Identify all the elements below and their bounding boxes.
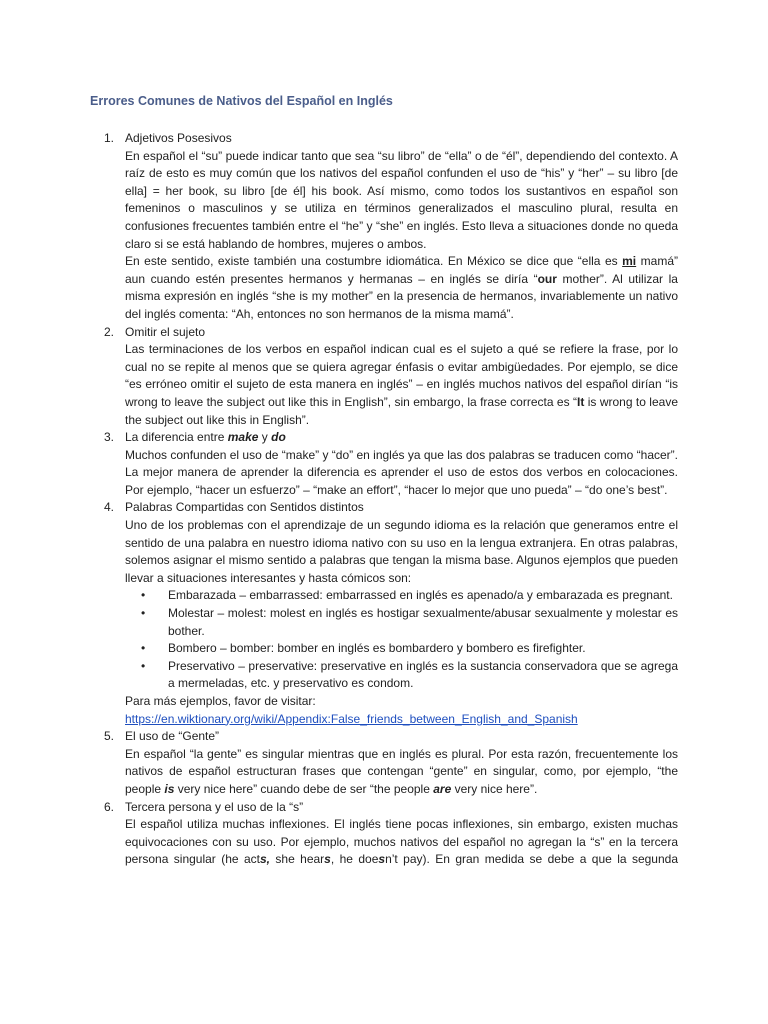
bullet-item: • Embarazada – embarrassed: embarrassed en inglés es apenado/a y embarazada es pregnant. [168, 587, 678, 605]
item-paragraph: En este sentido, existe también una costumbre idiomática. En México se dice que “ella es mi mamá” aun cuando estén presentes hermanos y hermanas – en inglés se diría “our mother”. Al utilizar la misma expresión en inglés “she is my mother” en la presencia de hermanos, invariablemente un nativo del inglés comenta: “Ah, entonces no son hermanos de la misma mamá”. [125, 254, 678, 321]
bullet-item: • Preservativo – preservative: preservative en inglés es la sustancia conservadora que se agrega a mermeladas, etc. y preservativo es condom. [141, 658, 678, 691]
item-number: 1. [104, 131, 115, 145]
item-number: 5. [104, 729, 115, 744]
bullet-icon: • [141, 658, 146, 673]
item-heading: Adjetivos Posesivos [125, 131, 232, 145]
document-body [104, 130, 678, 869]
visit-text: Para más ejemplos, favor de visitar: [125, 694, 316, 708]
item-number: 4. [104, 500, 115, 515]
item-heading: La diferencia entre make y do [125, 430, 286, 445]
item-paragraph: El español utiliza muchas inflexiones. El inglés tiene pocas inflexiones, sin embargo, existen muchas equivocaciones con su uso. Por ejemplo, muchos nativos del español no agregan la “s” en la tercera persona singular (he acts, she hears, he doesn’t pay). En gran medida se debe a que la segunda [125, 817, 678, 867]
item-heading: Tercera persona y el uso de la “s” [125, 799, 304, 814]
item-number: 6. [104, 799, 115, 814]
item-number: 2. [104, 324, 115, 339]
list-item [104, 499, 678, 728]
item-paragraph: Muchos confunden el uso de “make” y “do” en inglés ya que las dos palabras se traducen como “hacer”. La mejor manera de aprender la diferencia es aprender el uso de estos dos verbos en colocaciones. Por ejemplo, “hacer un esfuerzo” – “make an effort”, “hacer lo mejor que uno pueda” – “do one’s best”. [125, 447, 678, 497]
item-heading: Omitir el sujeto [125, 324, 206, 339]
list-item [104, 728, 678, 798]
item-paragraph: En español el “su” puede indicar tanto que sea “su libro” de “ella” o de “él”, dependiendo del contexto. A raíz de esto es muy común que los nativos del español confunden el uso de “his” y “her” – su libro [de ella] = her book, su libro [de él] his book. Así mismo, como todos los sustantivos en español son femeninos o masculinos y se utiliza en términos generalizados el masculino plural, resulta en confusiones frecuentes también entre el “he” y “she” en inglés. Esto lleva a situaciones donde no queda claro si se está hablando de hombres, mujeres o ambos. [125, 148, 678, 251]
list-item [104, 130, 678, 324]
item-number: 3. [104, 430, 115, 445]
item-heading: El uso de “Gente” [125, 729, 220, 744]
item-paragraph: En español “la gente” es singular mientras que en inglés es plural. Por esta razón, frecuentemente los nativos de español estructuran frases que contengan “gente” en singular, como, por ejemplo, “the people is very nice here” cuando debe de ser “the people are very nice here”. [125, 746, 678, 796]
bullet-icon: • [141, 588, 146, 603]
document-title: Errores Comunes de Nativos del Español en Inglés [90, 94, 393, 108]
item-paragraph: Las terminaciones de los verbos en español indican cual es el sujeto a qué se refiere la frase, por lo cual no se repite al menos que se quiera agregar énfasis o evitar ambigüedades. Por ejemplo, se dice “es erróneo omitir el sujeto de esta manera en inglés” – en inglés muchos nativos del español dirían “is wrong to leave the subject out like this in English”, sin embargo, la frase correcta es “It is wrong to leave the subject out like this in English”. [125, 342, 678, 427]
list-item [104, 429, 678, 499]
item-paragraph: Uno de los problemas con el aprendizaje de un segundo idioma es la relación que generamos entre el sentido de una palabra en nuestro idioma nativo con su uso en la lengua extranjera. En otras palabras, solemos asignar el mismo sentido a palabras que tengan la misma base. Algunos ejemplos que pueden llevar a situaciones interesantes y hasta cómicos son: [125, 518, 678, 585]
item-heading: Palabras Compartidas con Sentidos distintos [125, 500, 364, 515]
list-item [104, 324, 678, 430]
list-item [104, 799, 678, 869]
bullet-icon: • [141, 606, 146, 621]
bullet-icon: • [141, 641, 146, 656]
false-friends-link[interactable]: https://en.wiktionary.org/wiki/Appendix:False_friends_between_English_and_Spanish [125, 711, 578, 726]
bullet-list [125, 587, 678, 693]
bullet-item: • Molestar – molest: molest en inglés es hostigar sexualmente/abusar sexualmente y molestar es bother. [141, 606, 678, 638]
bullet-item: • Bombero – bomber: bomber en inglés es bombardero y bombero es firefighter. [168, 640, 678, 658]
